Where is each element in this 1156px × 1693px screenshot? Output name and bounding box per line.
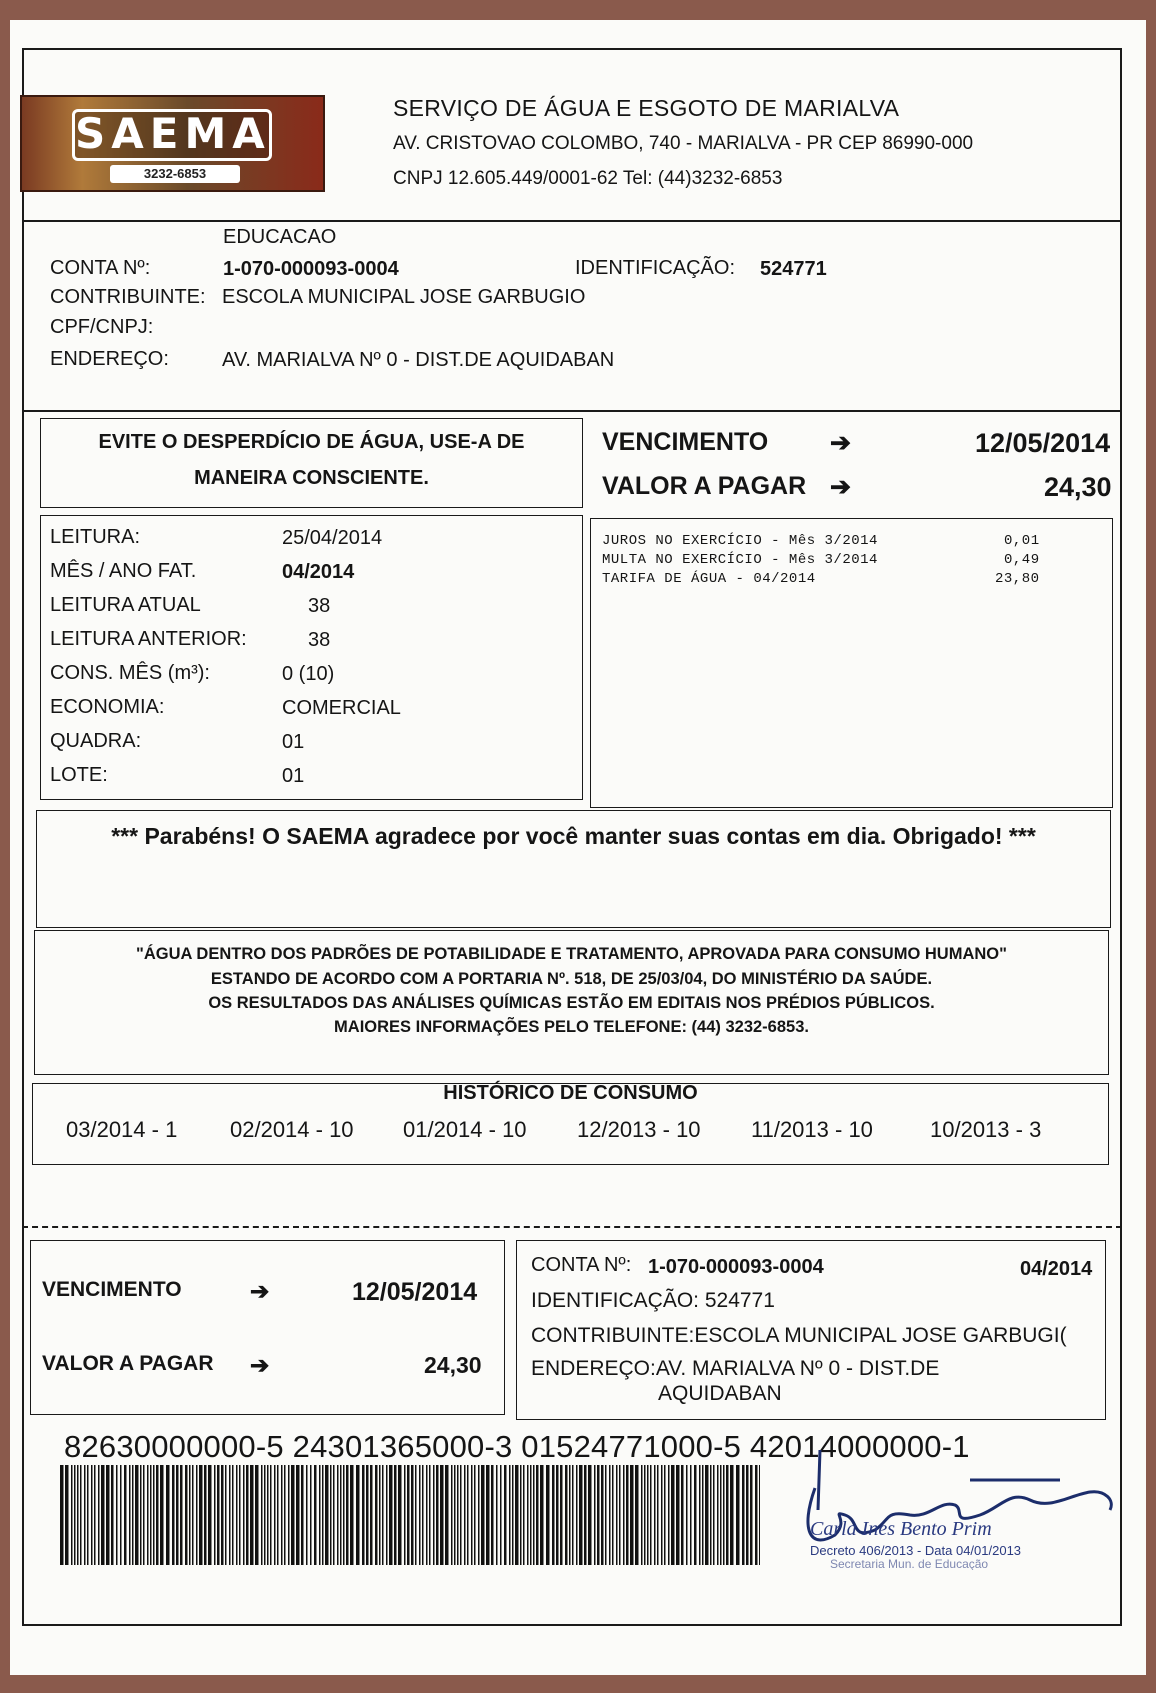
barcode-bar — [527, 1465, 529, 1565]
barcode-bar — [176, 1465, 179, 1565]
barcode-bar — [478, 1465, 480, 1565]
barcode-bar — [150, 1465, 152, 1565]
barcode-bar — [500, 1465, 502, 1565]
barcode-bar — [705, 1465, 709, 1565]
barcode-bar — [199, 1465, 203, 1565]
barcode-bar — [668, 1465, 670, 1565]
barcode-bar — [481, 1465, 485, 1565]
barcode-bar — [196, 1465, 198, 1565]
barcode-bar — [330, 1465, 332, 1565]
reading-label: LOTE: — [50, 764, 108, 786]
notice-line-1: EVITE O DESPERDÍCIO DE ÁGUA, USE-A DE — [98, 431, 525, 453]
barcode-bar — [601, 1465, 604, 1565]
charge-amount: 23,80 — [995, 571, 1040, 587]
barcode-bar — [746, 1465, 749, 1565]
barcode-bar — [661, 1465, 663, 1565]
reading-label: ECONOMIA: — [50, 696, 165, 718]
identificacao-label: IDENTIFICAÇÃO: — [575, 257, 736, 279]
barcode-bar — [340, 1465, 342, 1565]
history-item: 02/2014 - 10 — [230, 1117, 354, 1142]
stub-period: 04/2014 — [1020, 1258, 1093, 1280]
barcode-bar — [116, 1465, 118, 1565]
barcode-bar — [486, 1465, 490, 1565]
barcode-bar — [520, 1465, 522, 1565]
barcode-bar — [274, 1465, 276, 1565]
barcode-bar — [166, 1465, 170, 1565]
barcode-bar — [460, 1465, 462, 1565]
barcode-bar — [379, 1465, 381, 1565]
quality-line-2: ESTANDO DE ACORDO COM A PORTARIA Nº. 518, DE 25/03/04, DO MINISTÉRIO DA SAÚDE. — [210, 970, 933, 988]
reading-box — [40, 515, 583, 800]
logo-wordmark: SAEMA — [72, 109, 272, 161]
vencimento-value: 12/05/2014 — [975, 428, 1111, 458]
signature-stamp — [790, 1440, 1120, 1570]
barcode-bar — [546, 1465, 550, 1565]
barcode-bar — [694, 1465, 697, 1565]
barcode-bar — [736, 1465, 740, 1565]
barcode-bar — [135, 1465, 139, 1565]
barcode-bar — [284, 1465, 286, 1565]
barcode-bar — [246, 1465, 249, 1565]
barcode-number: 82630000000-5 24301365000-3 01524771000-5 42014000000-1 — [64, 1429, 970, 1464]
barcode-bar — [457, 1465, 459, 1565]
barcode-bar — [172, 1465, 175, 1565]
barcode-bar — [671, 1465, 675, 1565]
charge-desc: TARIFA DE ÁGUA - 04/2014 — [602, 571, 816, 587]
cut-line — [22, 1226, 1122, 1228]
barcode-bar — [255, 1465, 259, 1565]
barcode-bar — [579, 1465, 583, 1565]
barcode-bar — [690, 1465, 692, 1565]
history-item: 03/2014 - 1 — [66, 1117, 178, 1142]
barcode-bar — [681, 1465, 684, 1565]
barcode-bar — [584, 1465, 587, 1565]
stub-contribuinte: CONTRIBUINTE:ESCOLA MUNICIPAL JOSE GARBUGI( — [531, 1324, 1067, 1347]
stub-vencimento-value: 12/05/2014 — [352, 1278, 478, 1306]
reading-value: 38 — [308, 629, 331, 651]
customer-category: EDUCACAO — [223, 226, 337, 248]
barcode-bar — [713, 1465, 715, 1565]
barcode-bar — [160, 1465, 164, 1565]
company-name: SERVIÇO DE ÁGUA E ESGOTO DE MARIALVA — [393, 95, 900, 121]
barcode-bar — [630, 1465, 634, 1565]
barcode-bar — [267, 1465, 269, 1565]
barcode-bar — [77, 1465, 79, 1565]
barcode-bar — [515, 1465, 519, 1565]
valor-a-pagar-value: 24,30 — [1044, 472, 1112, 502]
barcode-bar — [91, 1465, 93, 1565]
barcode-bar — [717, 1465, 719, 1565]
barcode-bar — [306, 1465, 308, 1565]
barcode-bar — [129, 1465, 131, 1565]
logo-phone: 3232-6853 — [110, 165, 240, 183]
barcode-bar — [594, 1465, 596, 1565]
barcode-bar — [467, 1465, 469, 1565]
barcode-bar — [726, 1465, 729, 1565]
stub-conta-value: 1-070-000093-0004 — [648, 1256, 824, 1278]
endereco-value: AV. MARIALVA Nº 0 - DIST.DE AQUIDABAN — [222, 349, 615, 371]
barcode-bar — [723, 1465, 725, 1565]
barcode-bar — [185, 1465, 188, 1565]
barcode-bar — [404, 1465, 406, 1565]
barcode-bar — [236, 1465, 238, 1565]
barcode-bar — [411, 1465, 414, 1565]
barcode-bar — [650, 1465, 652, 1565]
barcode-bar — [440, 1465, 444, 1565]
barcode-bar — [676, 1465, 680, 1565]
reading-value: 04/2014 — [282, 561, 355, 583]
barcode-bar — [536, 1465, 539, 1565]
barcode-bar — [270, 1465, 272, 1565]
barcode-bar — [319, 1465, 321, 1565]
barcode-bar — [106, 1465, 110, 1565]
company-cnpj-tel: CNPJ 12.605.449/0001-62 Tel: (44)3232-6853 — [393, 168, 783, 189]
barcode-bar — [84, 1465, 86, 1565]
barcode-bar — [699, 1465, 701, 1565]
history-item: 01/2014 - 10 — [403, 1117, 527, 1142]
history-item: 10/2013 - 3 — [930, 1117, 1042, 1142]
reading-value: 01 — [282, 731, 305, 753]
barcode-bar — [512, 1465, 514, 1565]
barcode-bar — [654, 1465, 656, 1565]
conta-label: CONTA Nº: — [50, 257, 151, 279]
saema-logo — [20, 95, 325, 192]
reading-value: 38 — [308, 595, 331, 617]
barcode-bar — [346, 1465, 349, 1565]
barcode-bar — [635, 1465, 639, 1565]
barcode-bar — [686, 1465, 688, 1565]
customer-divider — [22, 410, 1122, 412]
barcode-bar — [609, 1465, 611, 1565]
barcode-bar — [419, 1465, 421, 1565]
barcode-bar — [552, 1465, 555, 1565]
barcode-bar — [277, 1465, 279, 1565]
barcode-bar — [755, 1465, 758, 1565]
barcode-bar — [386, 1465, 388, 1565]
charge-amount: 0,49 — [1004, 552, 1040, 568]
stub-conta-label: CONTA Nº: — [531, 1254, 632, 1276]
barcode-bar — [232, 1465, 234, 1565]
stub-vencimento-label: VENCIMENTO — [42, 1278, 182, 1301]
barcode-bar — [451, 1465, 453, 1565]
barcode-bar — [120, 1465, 122, 1565]
barcode-bar — [217, 1465, 220, 1565]
barcode-bar — [730, 1465, 734, 1565]
barcode-bar — [225, 1465, 227, 1565]
vencimento-label: VENCIMENTO — [602, 428, 769, 456]
barcode-bar — [588, 1465, 592, 1565]
barcode-bar — [491, 1465, 494, 1565]
barcode-bar — [523, 1465, 525, 1565]
signature-name: Carla Ines Bento Prim — [810, 1518, 992, 1540]
barcode-bar — [101, 1465, 105, 1565]
barcode-bar — [288, 1465, 290, 1565]
barcode-bar — [325, 1465, 329, 1565]
arrow-icon: ➔ — [830, 429, 851, 457]
barcode-bar — [429, 1465, 431, 1565]
barcode-bar — [742, 1465, 745, 1565]
thanks-message: *** Parabéns! O SAEMA agradece por você manter suas contas em dia. Obrigado! *** — [111, 823, 1036, 849]
identificacao-value: 524771 — [760, 258, 827, 280]
barcode-bar — [394, 1465, 397, 1565]
barcode-bar — [208, 1465, 212, 1565]
quality-line-1: "ÁGUA DENTRO DOS PADRÕES DE POTABILIDADE E TRATAMENTO, APROVADA PARA CONSUMO HUMANO" — [136, 945, 1007, 963]
barcode-bar — [189, 1465, 191, 1565]
barcode-bar — [60, 1465, 64, 1565]
barcode-bar — [143, 1465, 145, 1565]
reading-label: QUADRA: — [50, 730, 142, 752]
barcode-bar — [80, 1465, 82, 1565]
barcode-bar — [333, 1465, 335, 1565]
stub-endereco-line-1: ENDEREÇO:AV. MARIALVA Nº 0 - DIST.DE — [531, 1357, 940, 1380]
reading-label: LEITURA: — [50, 526, 141, 548]
barcode-bar — [474, 1465, 476, 1565]
barcode-bar — [382, 1465, 384, 1565]
contribuinte-value: ESCOLA MUNICIPAL JOSE GARBUGIO — [222, 286, 586, 308]
barcode-bar — [619, 1465, 621, 1565]
barcode-bar — [132, 1465, 134, 1565]
barcode-bar — [239, 1465, 241, 1565]
stub-endereco-line-2: AQUIDABAN — [658, 1382, 782, 1405]
charge-desc: MULTA NO EXERCÍCIO - Mês 3/2014 — [602, 552, 878, 568]
barcode-bar — [362, 1465, 365, 1565]
stub-valor-value: 24,30 — [424, 1352, 482, 1378]
barcode-bar — [496, 1465, 498, 1565]
barcode-bar — [572, 1465, 574, 1565]
barcode-bar — [569, 1465, 571, 1565]
barcode-bar — [556, 1465, 559, 1565]
conta-value: 1-070-000093-0004 — [223, 258, 399, 280]
barcode-bar — [111, 1465, 114, 1565]
barcode-bar — [530, 1465, 532, 1565]
reading-label: LEITURA ANTERIOR: — [50, 628, 247, 650]
barcode-bar — [389, 1465, 393, 1565]
reading-label: MÊS / ANO FAT. — [50, 560, 197, 582]
reading-value: 25/04/2014 — [282, 527, 383, 549]
barcode-bar — [454, 1465, 456, 1565]
barcode-bar — [623, 1465, 625, 1565]
barcode-bar — [664, 1465, 666, 1565]
barcode-bar — [720, 1465, 722, 1565]
barcode-bar — [471, 1465, 473, 1565]
stub-due-box — [30, 1240, 505, 1415]
barcode-bar — [310, 1465, 312, 1565]
barcode-bar — [750, 1465, 753, 1565]
barcode-bar — [560, 1465, 563, 1565]
barcode-bar — [243, 1465, 245, 1565]
barcode-bar — [576, 1465, 578, 1565]
barcode-bar — [301, 1465, 304, 1565]
barcode-bar — [156, 1465, 159, 1565]
history-item: 12/2013 - 10 — [577, 1117, 701, 1142]
barcode-bar — [644, 1465, 646, 1565]
stub-identificacao: IDENTIFICAÇÃO: 524771 — [531, 1289, 775, 1312]
quality-line-4: MAIORES INFORMAÇÕES PELO TELEFONE: (44) 3232-6853. — [334, 1018, 809, 1036]
barcode-bar — [509, 1465, 511, 1565]
company-address: AV. CRISTOVAO COLOMBO, 740 - MARIALVA - PR CEP 86990-000 — [393, 133, 974, 154]
barcode-bar — [641, 1465, 643, 1565]
arrow-icon: ➔ — [250, 1278, 270, 1304]
barcode-bar — [464, 1465, 466, 1565]
barcode-bar — [350, 1465, 354, 1565]
barcode-bar — [147, 1465, 149, 1565]
barcode-bar — [433, 1465, 435, 1565]
barcode-bar — [375, 1465, 378, 1565]
notice-line-2: MANEIRA CONSCIENTE. — [194, 467, 429, 489]
barcode-bar — [540, 1465, 544, 1565]
barcode-bar — [221, 1465, 224, 1565]
barcode-bar — [337, 1465, 339, 1565]
barcode-bar — [422, 1465, 424, 1565]
barcode-bar — [626, 1465, 629, 1565]
barcode-bar — [250, 1465, 254, 1565]
barcode-bar — [281, 1465, 283, 1565]
barcode-bar — [74, 1465, 76, 1565]
barcode-bar — [436, 1465, 439, 1565]
barcode-bar — [398, 1465, 402, 1565]
header-divider — [22, 220, 1122, 222]
history-title: HISTÓRICO DE CONSUMO — [443, 1082, 698, 1104]
reading-value: 0 (10) — [282, 663, 335, 685]
arrow-icon: ➔ — [830, 473, 851, 501]
barcode-bar — [597, 1465, 600, 1565]
endereco-label: ENDEREÇO: — [50, 348, 169, 370]
barcode-bar — [98, 1465, 100, 1565]
barcode-bar — [204, 1465, 207, 1565]
barcode-bar — [356, 1465, 360, 1565]
barcode-bar — [343, 1465, 345, 1565]
barcode-bar — [605, 1465, 607, 1565]
barcode-bar — [702, 1465, 704, 1565]
reading-label: LEITURA ATUAL — [50, 594, 201, 616]
barcode-bar — [65, 1465, 69, 1565]
signature-decree: Decreto 406/2013 - Data 04/01/2013 — [810, 1543, 1022, 1558]
barcode-bar — [192, 1465, 194, 1565]
charge-desc: JUROS NO EXERCÍCIO - Mês 3/2014 — [602, 533, 878, 549]
barcode-bar — [504, 1465, 507, 1565]
barcode-bar — [264, 1465, 266, 1565]
arrow-icon: ➔ — [250, 1352, 270, 1378]
barcode-bar — [612, 1465, 614, 1565]
barcode-bar — [291, 1465, 295, 1565]
barcode-bar — [140, 1465, 142, 1565]
quality-line-3: OS RESULTADOS DAS ANÁLISES QUÍMICAS ESTÃO EM EDITAIS NOS PRÉDIOS PÚBLICOS. — [208, 994, 935, 1012]
barcode-bar — [407, 1465, 410, 1565]
barcode-bar — [415, 1465, 417, 1565]
charge-amount: 0,01 — [1004, 533, 1040, 549]
barcode-bar — [214, 1465, 216, 1565]
barcode-bar — [314, 1465, 317, 1565]
barcode-bar — [229, 1465, 231, 1565]
barcode-bar — [759, 1465, 760, 1565]
barcode-bar — [153, 1465, 155, 1565]
signature-office: Secretaria Mun. de Educação — [830, 1557, 989, 1570]
history-item: 11/2013 - 10 — [751, 1117, 873, 1142]
barcode-bar — [124, 1465, 127, 1565]
barcode-bar — [322, 1465, 324, 1565]
barcode-bar — [426, 1465, 428, 1565]
barcode-bar — [71, 1465, 73, 1565]
barcode-bar — [710, 1465, 712, 1565]
barcode-bar — [616, 1465, 618, 1565]
barcode-bar — [261, 1465, 263, 1565]
barcode-bar — [565, 1465, 568, 1565]
barcode-bar — [87, 1465, 89, 1565]
barcode-bar — [647, 1465, 649, 1565]
valor-a-pagar-label: VALOR A PAGAR — [602, 472, 807, 500]
barcode-bar — [533, 1465, 535, 1565]
stub-valor-label: VALOR A PAGAR — [42, 1352, 214, 1375]
barcode-bar — [370, 1465, 373, 1565]
barcode-bar — [657, 1465, 659, 1565]
barcode — [60, 1465, 760, 1565]
reading-value: COMERCIAL — [282, 697, 401, 719]
barcode-bar — [366, 1465, 369, 1565]
barcode-bar — [296, 1465, 300, 1565]
barcode-bar — [180, 1465, 183, 1565]
cpf-cnpj-label: CPF/CNPJ: — [50, 316, 154, 338]
reading-label: CONS. MÊS (m³): — [50, 662, 210, 684]
barcode-bar — [94, 1465, 96, 1565]
contribuinte-label: CONTRIBUINTE: — [50, 286, 206, 308]
barcode-bar — [445, 1465, 449, 1565]
reading-value: 01 — [282, 765, 305, 787]
